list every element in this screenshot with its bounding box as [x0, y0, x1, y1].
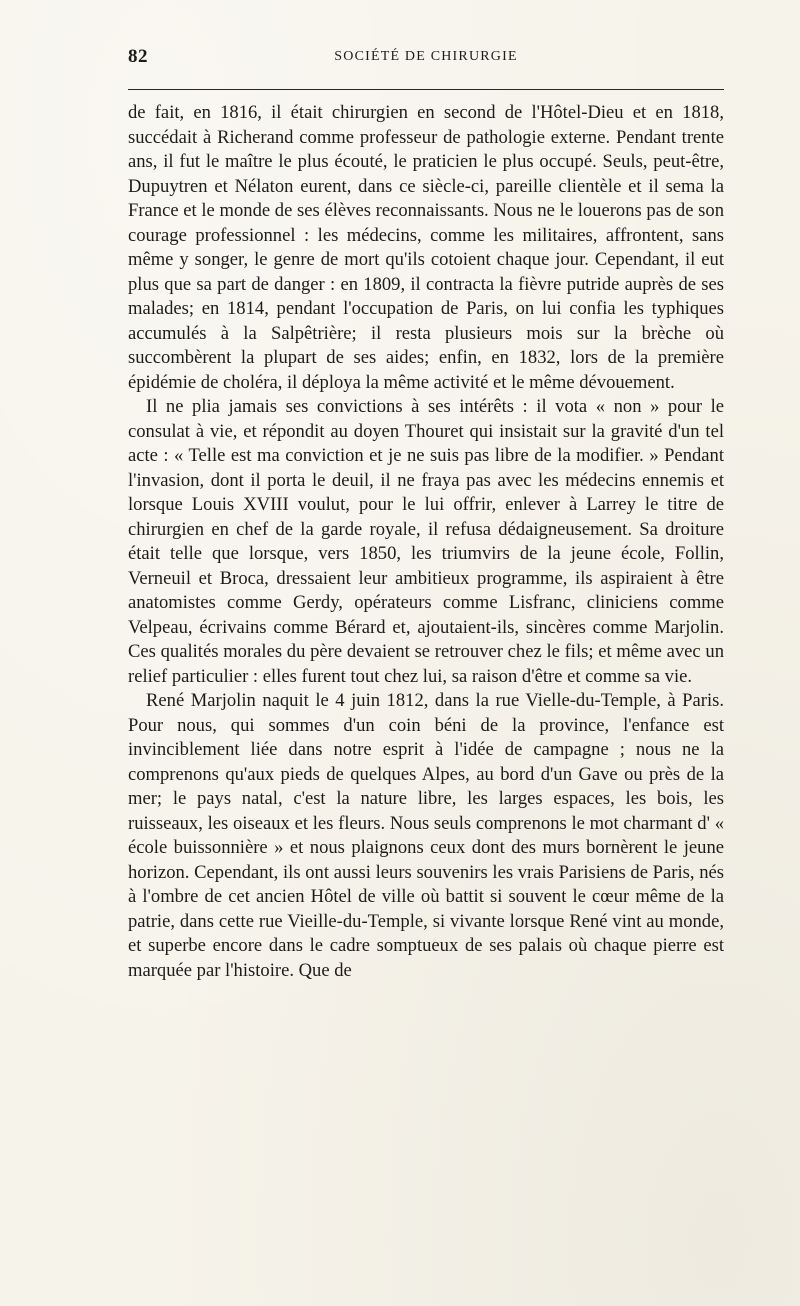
body-text: [128, 101, 724, 983]
paragraph-2: Il ne plia jamais ses convictions à ses intérêts : il vota « non » pour le consulat à vie, et répondit au doyen Thouret qui insistait sur la gravité d'un tel acte : « Telle est ma conviction et je ne suis pas libre de la modifier. » Pendant l'invasion, dont il porta le deuil, il ne fraya pas avec les médecins ennemis et lorsque Louis XVIII voulut, pour le lui offrir, enlever à Larrey le titre de chirurgien en chef de la garde royale, il refusa dédaigneusement. Sa droiture était telle que lorsque, vers 1850, les triumvirs de la jeune école, Follin, Verneuil et Broca, dressaient leur ambitieux programme, ils aspiraient à être anatomistes comme Gerdy, opérateurs comme Lisfranc, cliniciens comme Velpeau, écrivains comme Bérard et, ajoutaient-ils, sincères comme Marjolin. Ces qualités morales du père devaient se retrouver chez le fils; et même avec un relief particulier : elles furent tout chez lui, sa raison d'être et comme sa vie.: [128, 396, 724, 687]
paragraph-3: René Marjolin naquit le 4 juin 1812, dans la rue Vielle-du-Temple, à Paris. Pour nous, qui sommes d'un coin béni de la province, l'enfance est invinciblement liée dans notre esprit à l'idée de campagne ; nous ne la comprenons qu'aux pieds de quelques Alpes, au bord d'un Gave ou près de la mer; le pays natal, c'est la nature libre, les larges espaces, les bois, les ruisseaux, les oiseaux et les fleurs. Nous seuls comprenons le mot charmant d' « école buissonnière » et nous plaignons ceux dont des murs bornèrent le jeune horizon. Cependant, ils ont aussi leurs souvenirs les vrais Parisiens de Paris, nés à l'ombre de cet ancien Hôtel de ville où battit si souvent le cœur même de la patrie, dans cette rue Vieille-du-Temple, si vivante lorsque René vint au monde, et superbe encore dans le cadre somptueux de ses palais où chaque pierre est marquée par l'histoire. Que de: [128, 690, 724, 981]
page-number: 82: [128, 46, 148, 67]
running-head: SOCIÉTÉ DE CHIRURGIE: [334, 49, 518, 64]
page-header: [128, 46, 724, 74]
header-rule: [128, 89, 724, 90]
paragraph-1: de fait, en 1816, il était chirurgien en second de l'Hôtel-Dieu et en 1818, succédait à Richerand comme professeur de pathologie externe. Pendant trente ans, il fut le maître le plus écouté, le praticien le plus occupé. Seuls, peut-être, Dupuytren et Nélaton eurent, dans ce siècle-ci, pareille clientèle et il sema la France et le monde de ses élèves reconnaissants. Nous ne le louerons pas de son courage professionnel : les médecins, comme les militaires, affrontent, sans même y songer, le genre de mort qu'ils cotoient chaque jour. Cependant, il eut plus que sa part de danger : en 1809, il contracta la fièvre putride auprès de ses malades; en 1814, pendant l'occupation de Paris, on lui confia les typhiques accumulés à la Salpêtrière; il resta plusieurs mois sur la brèche où succombèrent la plupart de ses aides; enfin, en 1832, lors de la première épidémie de choléra, il déploya la même activité et le même dévouement.: [128, 102, 724, 393]
